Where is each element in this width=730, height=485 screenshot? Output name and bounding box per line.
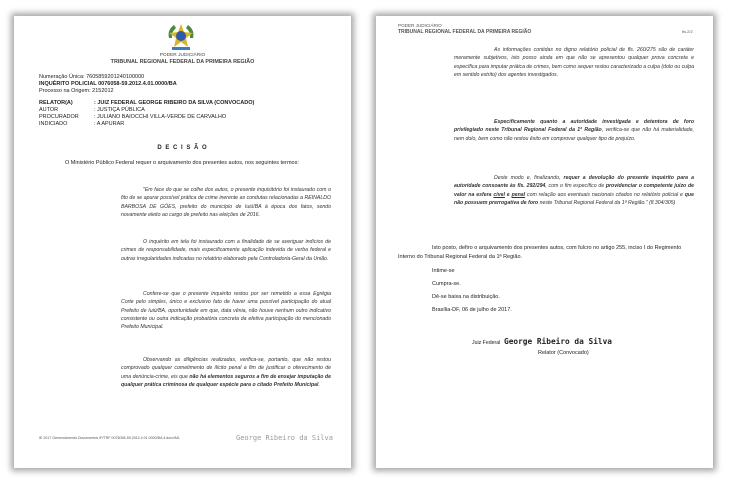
quote-6-bold: Especificamente quanto a autoridade investigada e detentora de foro privilegiado neste Tribunal Regional Federal da 1ª Região <box>454 119 694 134</box>
quote-paragraph-2: O inquérito em tela foi instaurado com a finalidade de se averiguar indícios de crimes de responsabilidade, mais especificamente aplicação indevida de verba federal e outras irregularidades indicadas no relatório elaborado pela Controladoria-Geral da União. <box>121 239 331 262</box>
q7-h: com relação aos eventuais nacionais citados no relatório policial e <box>525 191 685 198</box>
intro-paragraph: O Ministério Público Federal requer o arquivamento dos presentes autos, nos seguintes termos: <box>65 160 299 166</box>
quote-paragraph-6 <box>454 118 694 143</box>
q7-a: Deste modo e, finalizando, <box>494 175 564 181</box>
inquerito-number: INQUÉRITO POLICIAL 0076058-59.2012.4.01.0000/BA <box>39 81 177 87</box>
party-label-relator: RELATOR(A) <box>39 100 73 106</box>
party-label-autor: AUTOR <box>39 107 59 113</box>
document-page-1 <box>14 16 351 468</box>
quote-4-end: . <box>318 381 320 388</box>
signature-prefix: Juiz Federal <box>472 340 501 346</box>
quote-4-bold: não há elementos seguros a fim de ensejar imputação de qualquer prática criminosa de qualquer espécie para o citado Prefeito Municipal <box>121 373 331 388</box>
party-value-autor: : JUSTIÇA PÚBLICA <box>94 107 145 113</box>
intime-se: Intime-se <box>432 268 455 274</box>
quote-paragraph-7 <box>454 174 694 207</box>
q7-j: neste Tribunal Regional Federal da 1ª Região." (fl.304/305) <box>538 199 676 206</box>
header-line-2: TRIBUNAL REGIONAL FEDERAL DA PRIMEIRA REGIÃO <box>110 59 255 65</box>
q7-d: providenciar o competente juízo de valor na esfera <box>454 183 694 198</box>
party-value-relator: : JUIZ FEDERAL GEORGE RIBEIRO DA SILVA (CONVOCADO) <box>94 100 255 106</box>
processo-origem: Processo na Origem: 2152012 <box>39 88 114 94</box>
signature-name: George Ribeiro da Silva <box>504 337 612 346</box>
baixa-distribuicao: Dê-se baixa na distribuição. <box>432 294 500 300</box>
q7-e: cível <box>493 191 505 198</box>
q7-f: e <box>504 191 512 198</box>
q7-i: que não possuem prerrogativa de foro <box>454 191 694 206</box>
party-value-indiciado: : A APURAR <box>94 121 125 127</box>
date-line: Brasília-DF, 06 de julho de 2017. <box>432 307 512 313</box>
cumpra-se: Cumpra-se. <box>432 281 461 287</box>
q7-g: penal <box>511 191 526 198</box>
quote-paragraph-3: Confere-se que o presente inquérito restou por ser remetido a essa Egrégia Corte pelo simples, único e exclusivo fato de haver uma possível participação do atual Prefeito de Iuiú/BA, oportunidade em que, data vênia, não houve nenhum outro indicativo consistente ou outra indicação probatória concreta da efetiva participação do mencionado Prefeito Municipal. <box>121 291 331 331</box>
header-line-2: TRIBUNAL REGIONAL FEDERAL DA PRIMEIRA REGIÃO <box>398 29 532 35</box>
quote-paragraph-1: "Em face do que se colhe dos autos, o presente inquisitório foi instaurado com o fito de se apurar possível prática de crime inerente as condutas relacionadas a REINALDO BARBOSA DE GÓES, prefeito do município de Iuiú/BA à época dos fatos, sendo novamente eleito ao cargo de prefeito nas eleições de 2016. <box>121 187 331 218</box>
quote-paragraph-4 <box>121 356 331 389</box>
q7-b: requer a devolução do presente inquérito para a autoridade consoante às fls. 292/294 <box>454 175 694 190</box>
q7-c: , com o fim específico de <box>545 183 606 190</box>
header-line-1: PODER JUDICIÁRIO <box>398 23 442 28</box>
numeracao-unica: Numeração Única: 7605859201240100000 <box>39 74 145 80</box>
party-label-indiciado: INDICIADO <box>39 121 68 127</box>
digital-signature: George Ribeiro da Silva <box>236 434 333 442</box>
party-label-procurador: PROCURADOR <box>39 114 79 120</box>
party-value-procurador: : JULIANO BAIOCCHI VILLA-VERDE DE CARVALHO <box>94 114 227 120</box>
page-footer: IE 2017 Gerenciamento Documentos IP/TRF 0076058-59.2012.4.01.0000/BA 4.docx/ML <box>39 436 180 440</box>
coat-of-arms-icon <box>165 22 197 52</box>
decision-paragraph: Isto posto, defiro o arquivamento dos presentes autos, com fulcro no artigo 255, inciso I do Regimento Interno do Tribunal Regional Federal da 1ª Região. <box>398 245 682 260</box>
document-page-2 <box>376 16 713 468</box>
quote-paragraph-5: As informações contidas no digno relatório policial de fls. 260/275 são de caráter meramente subjetivos, isto posso ainda em que não se apresentou qualquer prova concreta e específica para imputar prática de crimes, bem como sequer restou caracterizado a culpa (dolo ou culpa em sentido estrito) dos agentes investigados. <box>454 47 694 78</box>
page-number: fls.2/2 <box>682 29 693 34</box>
decision-title: D E C I S Ã O <box>157 145 208 151</box>
header-line-1: PODER JUDICIÁRIO <box>159 53 206 58</box>
quote-6-text: , verifica-se que não há materialidade, nem dolo, bem como não restou êxito em comprovar qualquer tipo de prejuízo. <box>454 127 694 142</box>
quote-4-text: Observando as diligências realizadas, verifica-se, portanto, que não restou comprovado qualquer cometimento de ilícito penal a fim de justificar o oferecimento de uma denúncia-crime, eis que <box>121 357 331 380</box>
signature-role: Relator (Convocado) <box>538 350 589 356</box>
